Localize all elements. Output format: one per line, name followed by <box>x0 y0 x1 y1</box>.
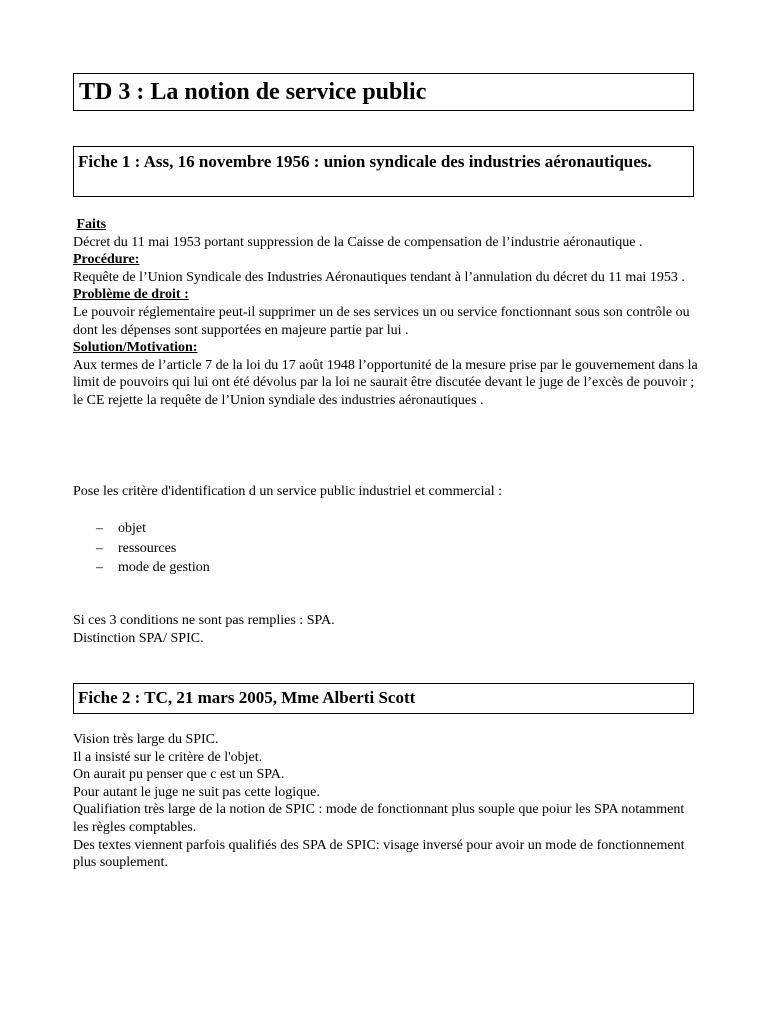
procedure-label: Procédure: <box>73 252 140 268</box>
procedure-text: Requête de l’Union Syndicale des Industries Aéronautiques tendant à l’annulation du décret du 11 mai 1953 . <box>73 269 685 285</box>
fiche2-line: On aurait pu penser que c est un SPA. <box>73 767 285 783</box>
fiche1-heading: Fiche 1 : Ass, 16 novembre 1956 : union syndicale des industries aéronautiques. <box>73 146 694 197</box>
fiche2-heading: Fiche 2 : TC, 21 mars 2005, Mme Alberti Scott <box>73 683 694 714</box>
criteres-intro: Pose les critère d'identification d un service public industriel et commercial : <box>73 484 502 499</box>
faits-label: Faits <box>76 217 107 232</box>
fiche2-line: Il a insisté sur le critère de l'objet. <box>73 749 263 765</box>
fiche1-body <box>73 216 698 410</box>
faits-text: Décret du 11 mai 1953 portant suppression de la Caisse de compensation de l’industrie aéronautique . <box>73 234 643 250</box>
dash-marker: – <box>96 540 103 556</box>
list-item: – ressources <box>96 539 210 559</box>
probleme-text: Le pouvoir réglementaire peut-il supprimer un de ses services un ou service fonctionnant sous son contrôle ou dont les dépenses sont supportées en majeure partie par lui . <box>73 304 690 338</box>
fiche2-line: Vision très large du SPIC. <box>73 732 219 747</box>
list-item: – mode de gestion <box>96 558 210 578</box>
conclusion-line: Si ces 3 conditions ne sont pas remplies : SPA. <box>73 613 335 628</box>
fiche2-line: Qualifiation très large de la notion de SPIC : mode de fonctionnant plus souple que poiur les SPA notamment les règles comptables. <box>73 802 685 835</box>
dash-marker: – <box>96 560 103 575</box>
criteres-list <box>96 519 210 578</box>
dash-marker: – <box>96 521 103 536</box>
solution-text: Aux termes de l’article 7 de la loi du 17 août 1948 l’opportunité de la mesure prise par le gouvernement dans la limit de pouvoirs qui lui ont été dévolus par la loi ne saurait être discutée devant le juge de l’excès de pouvoir ; le CE rejette la requête de l’Union syndiale des industries aéronautiques . <box>73 357 698 408</box>
fiche2-body <box>73 731 698 872</box>
conclusion <box>73 612 698 647</box>
fiche2-line: Pour autant le juge ne suit pas cette logique. <box>73 784 320 800</box>
fiche2-line: Des textes viennent parfois qualifiés des SPA de SPIC: visage inversé pour avoir un mode de fonctionnement plus souplement. <box>73 837 685 871</box>
list-item: – objet <box>96 519 210 539</box>
conclusion-line: Distinction SPA/ SPIC. <box>73 630 204 646</box>
page-title: TD 3 : La notion de service public <box>73 73 694 111</box>
probleme-label: Problème de droit : <box>73 287 189 303</box>
solution-label: Solution/Motivation: <box>73 340 198 356</box>
